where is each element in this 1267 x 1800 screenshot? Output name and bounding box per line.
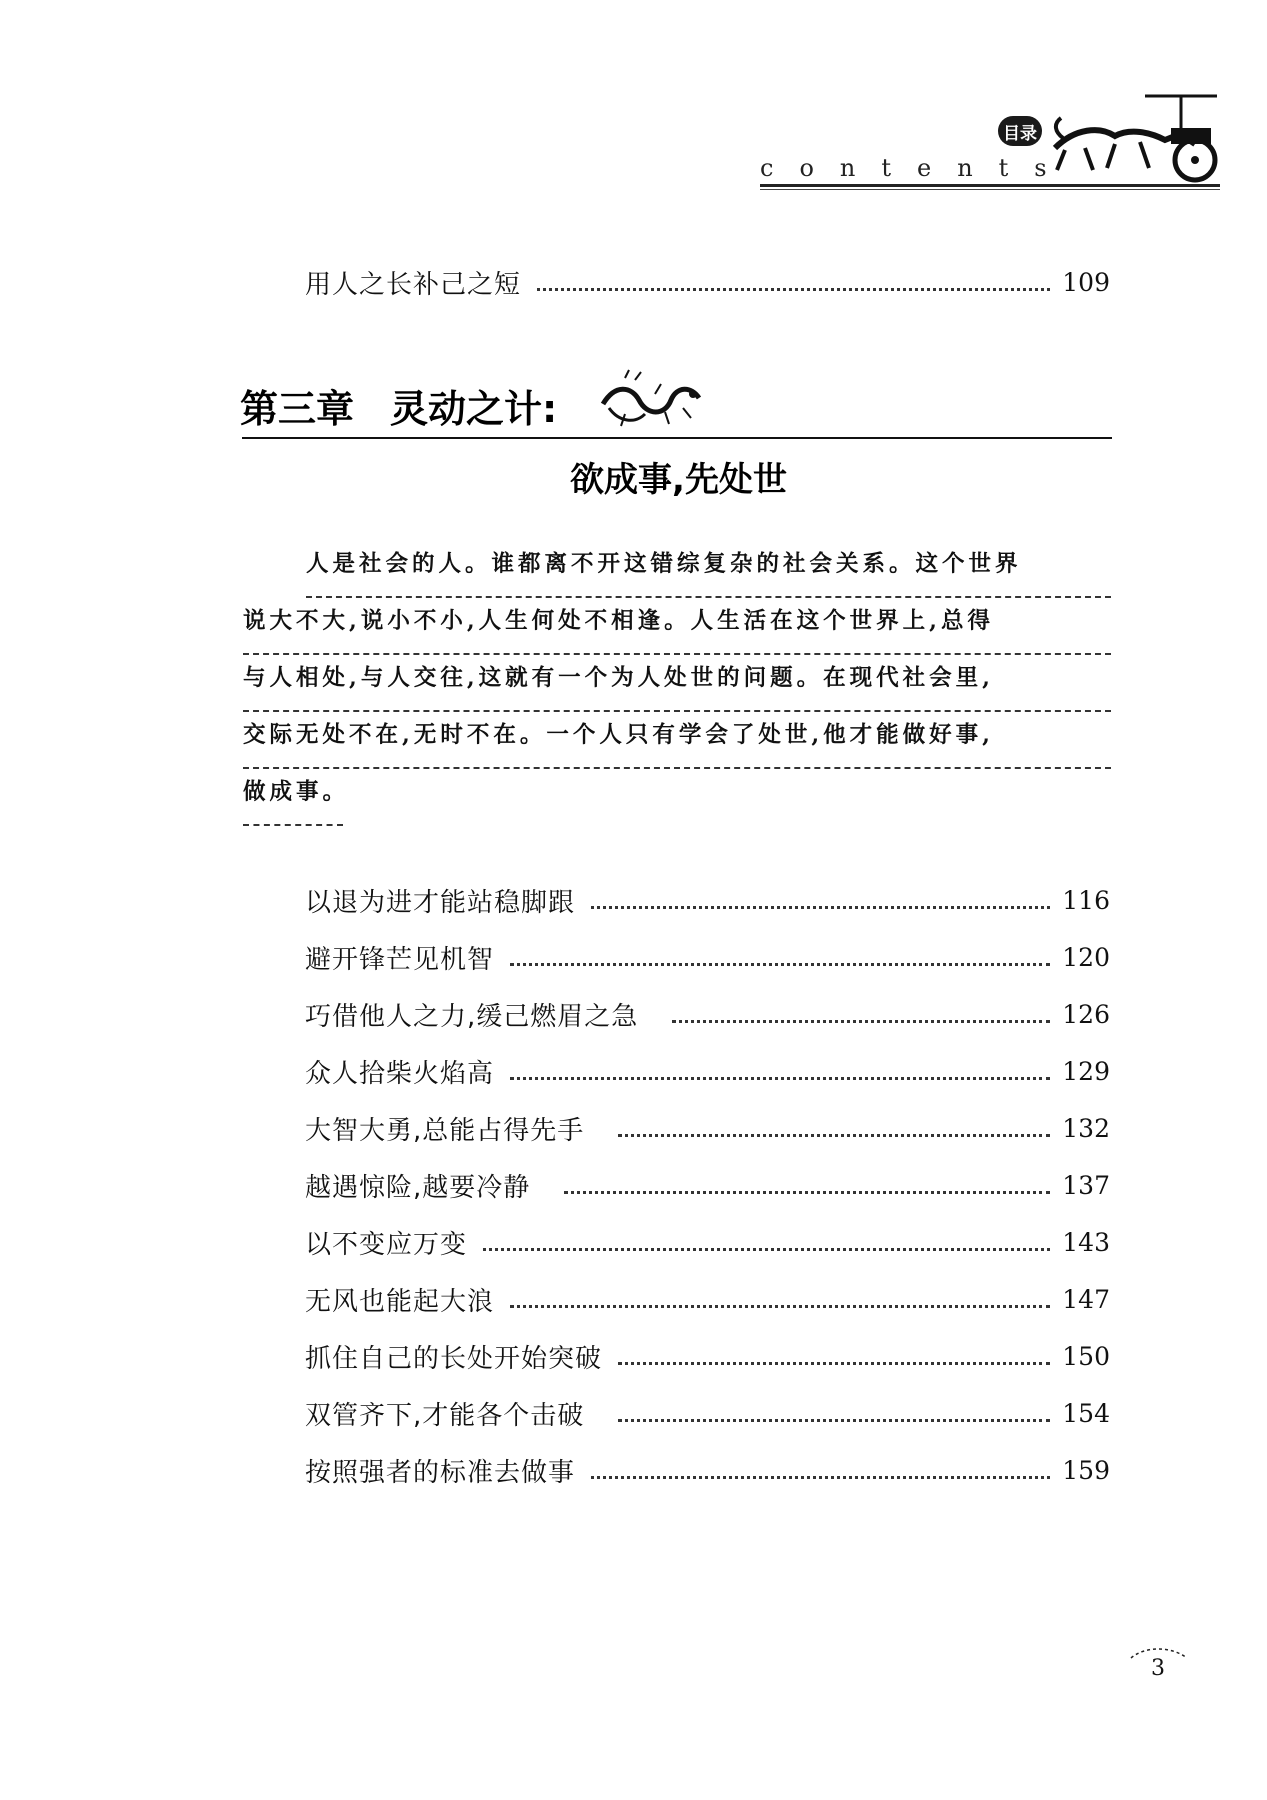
toc-entry-title: 避开锋芒见机智: [305, 944, 495, 975]
toc-leader-dots: [591, 900, 1050, 909]
toc-entry-page: 147: [1062, 1284, 1110, 1314]
intro-line: 与人相处,与人交往,这就有一个为人处世的问题。在现代社会里,: [243, 660, 1111, 712]
chapter-subtitle: 欲成事,先处世: [570, 460, 787, 500]
header-rule-thin: [760, 189, 1220, 190]
toc-entry-title: 双管齐下,才能各个击破: [305, 1400, 585, 1431]
intro-line: 做成事。: [243, 774, 343, 826]
toc-entry-title: 按照强者的标准去做事: [305, 1457, 576, 1488]
toc-entry[interactable]: [305, 937, 1110, 977]
toc-entry-title: 以不变应万变: [305, 1229, 468, 1260]
toc-entry-page: 129: [1062, 1056, 1110, 1086]
toc-entry[interactable]: [305, 262, 1110, 302]
header-rule: [760, 184, 1220, 187]
toc-entry-title: 无风也能起大浪: [305, 1286, 495, 1317]
toc-entry-title: 以退为进才能站稳脚跟: [305, 887, 576, 918]
toc-entry[interactable]: [305, 1450, 1110, 1490]
toc-entry[interactable]: [305, 880, 1110, 920]
toc-entry-page: 126: [1062, 999, 1110, 1029]
toc-leader-dots: [672, 1014, 1050, 1023]
toc-entry[interactable]: [305, 1222, 1110, 1262]
page-header: [760, 88, 1230, 198]
toc-entry-page: 159: [1062, 1455, 1110, 1485]
toc-leader-dots: [618, 1128, 1050, 1137]
contents-badge: 目录: [998, 116, 1042, 146]
toc-entry-title: 越遇惊险,越要冷静: [305, 1172, 531, 1203]
toc-entry[interactable]: [305, 1108, 1110, 1148]
toc-leader-dots: [591, 1470, 1050, 1479]
toc-entry-title: 众人拾柴火焰高: [305, 1058, 495, 1089]
toc-leader-dots: [618, 1356, 1050, 1365]
toc-entry-page: 132: [1062, 1113, 1110, 1143]
toc-entry-title: 巧借他人之力,缓己燃眉之急: [305, 1001, 639, 1032]
toc-leader-dots: [537, 282, 1050, 291]
toc-entry[interactable]: [305, 1279, 1110, 1319]
intro-line: 交际无处不在,无时不在。一个人只有学会了处世,他才能做好事,: [243, 717, 1111, 769]
toc-entry[interactable]: [305, 1336, 1110, 1376]
toc-leader-dots: [510, 957, 1050, 966]
toc-leader-dots: [618, 1413, 1050, 1422]
toc-entry-page: 150: [1062, 1341, 1110, 1371]
toc-entry[interactable]: [305, 1051, 1110, 1091]
toc-leader-dots: [510, 1071, 1050, 1080]
toc-entry-title: 大智大勇,总能占得先手: [305, 1115, 585, 1146]
toc-entry[interactable]: [305, 994, 1110, 1034]
toc-entry-title: 抓住自己的长处开始突破: [305, 1343, 603, 1374]
intro-line: 人是社会的人。谁都离不开这错综复杂的社会关系。这个世界: [306, 546, 1111, 598]
page-number-text: 3: [1151, 1656, 1165, 1681]
toc-entry-page: 143: [1062, 1227, 1110, 1257]
chapter-title: 灵动之计:: [390, 387, 558, 431]
toc-entry[interactable]: [305, 1393, 1110, 1433]
chapter-rule: [242, 437, 1112, 439]
toc-entry-page: 154: [1062, 1398, 1110, 1428]
chapter-number: 第三章: [240, 387, 355, 431]
contents-word: contents: [760, 154, 1073, 182]
toc-entry-title: 用人之长补己之短: [305, 269, 522, 300]
toc-leader-dots: [564, 1185, 1050, 1194]
toc-leader-dots: [510, 1299, 1050, 1308]
toc-entry-page: 120: [1062, 942, 1110, 972]
dragon-icon: [595, 364, 705, 434]
page-number: [1125, 1642, 1195, 1682]
toc-entry-page: 137: [1062, 1170, 1110, 1200]
toc-entry-page: 116: [1062, 885, 1110, 915]
toc-entry[interactable]: [305, 1165, 1110, 1205]
intro-line: 说大不大,说小不小,人生何处不相逢。人生活在这个世界上,总得: [243, 603, 1111, 655]
toc-entry-page: 109: [1062, 267, 1110, 297]
chapter-heading: [240, 372, 1140, 432]
toc-leader-dots: [483, 1242, 1050, 1251]
